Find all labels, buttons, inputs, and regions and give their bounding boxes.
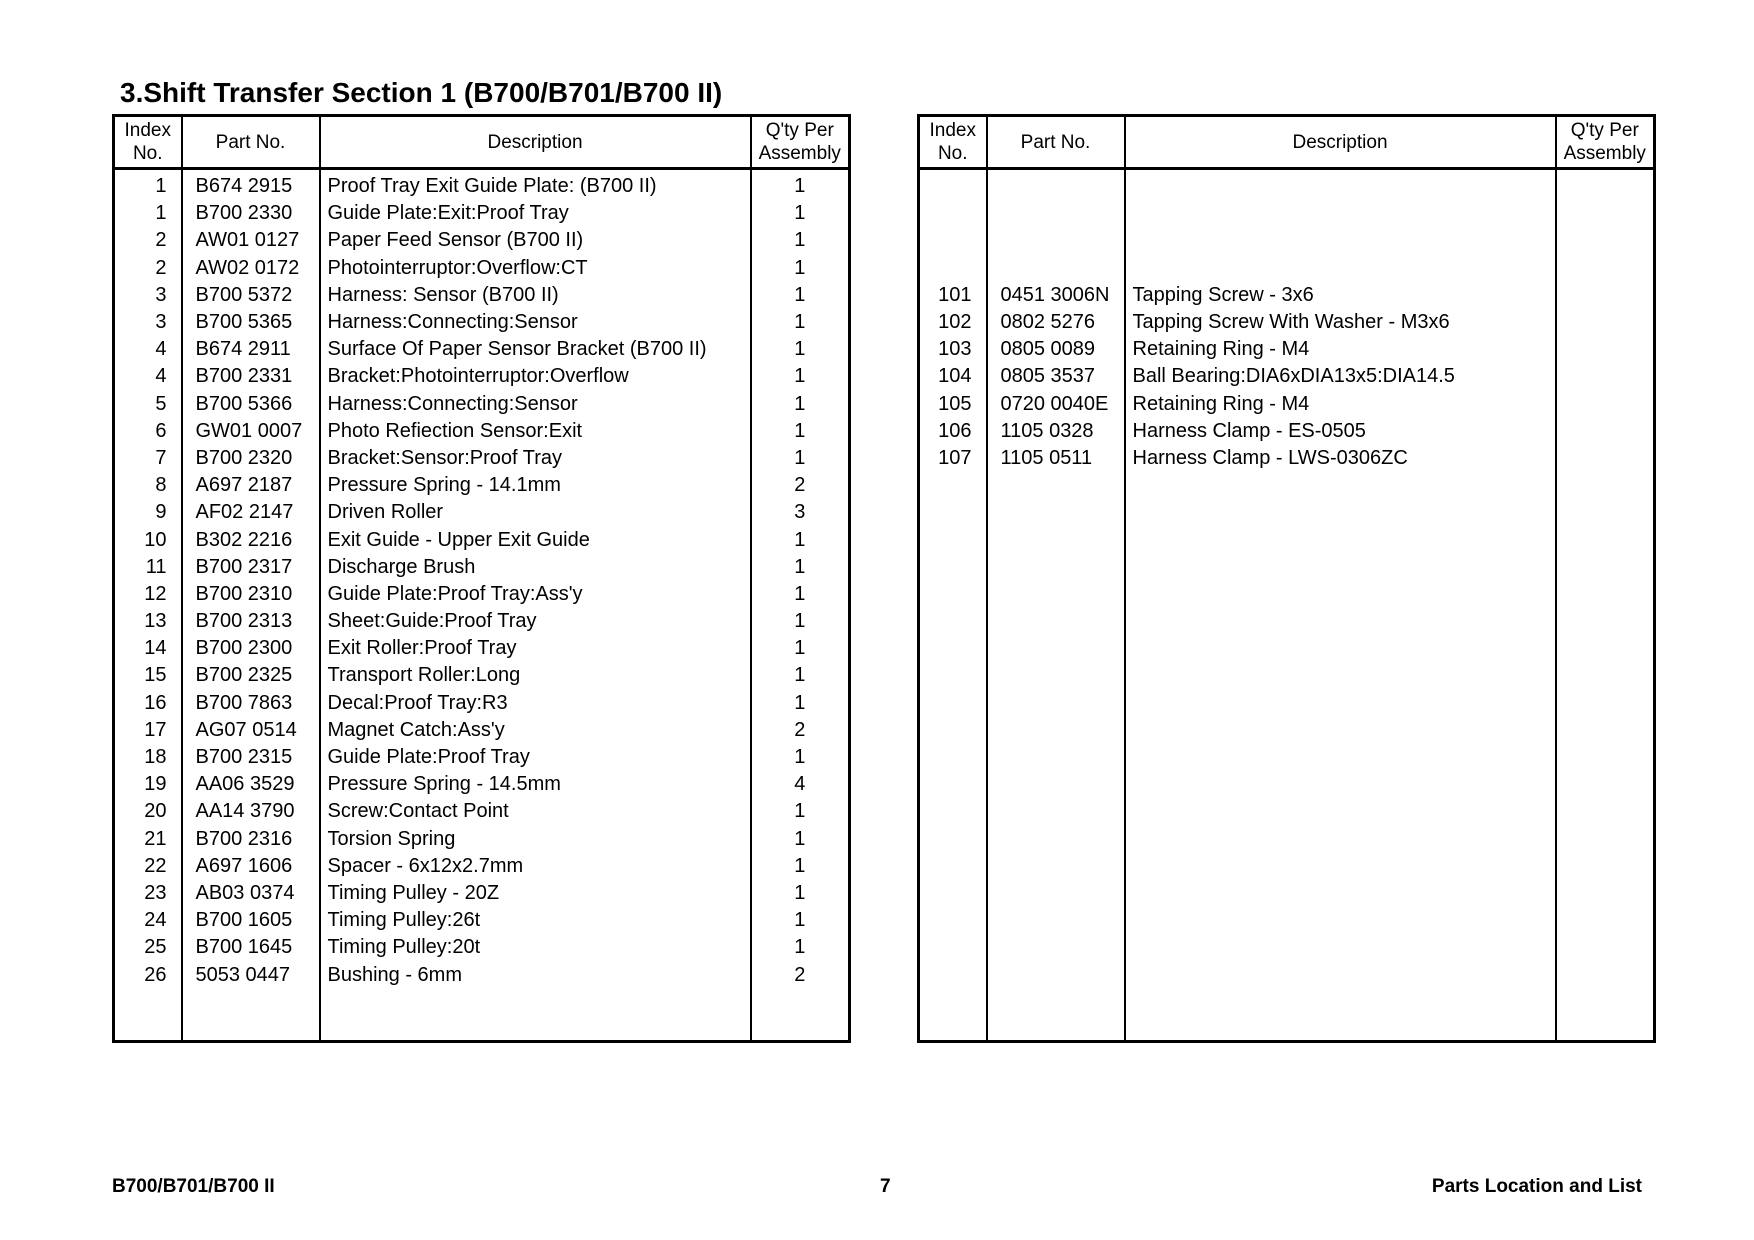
parts-table-right <box>917 114 1656 1043</box>
header-index-line2: No. <box>132 143 163 164</box>
part-no-cell: B700 1605 <box>182 907 320 934</box>
part-no-cell: B700 2316 <box>182 826 320 853</box>
part-no-cell: B674 2915 <box>182 169 320 201</box>
index-cell: 16 <box>144 691 167 714</box>
index-cell: 106 <box>938 419 972 442</box>
qty-cell: 1 <box>751 336 850 363</box>
qty-cell <box>1556 227 1655 254</box>
part-no-cell: 0720 0040E <box>987 391 1125 418</box>
qty-cell: 1 <box>751 445 850 472</box>
part-no-cell <box>987 227 1125 254</box>
part-no-cell: B700 5365 <box>182 309 320 336</box>
description-cell: Harness:Connecting:Sensor <box>320 391 751 418</box>
table-header-row <box>919 116 1655 169</box>
header-index-line1: Index <box>124 120 171 141</box>
part-no-cell: AA06 3529 <box>182 771 320 798</box>
description-cell: Photo Refiection Sensor:Exit <box>320 418 751 445</box>
qty-cell <box>1556 391 1655 418</box>
index-cell: 8 <box>155 474 167 497</box>
index-cell: 4 <box>155 365 167 388</box>
index-cell: 105 <box>938 392 972 415</box>
description-cell: Harness:Connecting:Sensor <box>320 309 751 336</box>
part-no-cell: B700 2317 <box>182 554 320 581</box>
header-qty-line2: Assembly <box>1563 143 1646 164</box>
table-row <box>114 581 850 608</box>
index-cell: 2 <box>155 256 167 279</box>
part-no-cell: 0805 3537 <box>987 363 1125 390</box>
qty-cell: 1 <box>751 255 850 282</box>
description-cell: Guide Plate:Proof Tray <box>320 744 751 771</box>
description-cell: Exit Roller:Proof Tray <box>320 635 751 662</box>
description-cell <box>1125 227 1556 254</box>
header-qty-line1: Q'ty Per <box>765 120 834 141</box>
index-cell: 10 <box>144 528 167 551</box>
qty-cell: 2 <box>751 961 850 988</box>
table-row <box>919 445 1655 472</box>
qty-cell: 1 <box>751 934 850 961</box>
description-cell: Spacer - 6x12x2.7mm <box>320 853 751 880</box>
qty-cell: 1 <box>751 880 850 907</box>
part-no-cell: AF02 2147 <box>182 499 320 526</box>
part-no-cell: 0451 3006N <box>987 282 1125 309</box>
part-no-cell: A697 2187 <box>182 472 320 499</box>
table-filler-row <box>114 989 850 1042</box>
index-cell: 12 <box>144 582 167 605</box>
qty-cell <box>1556 336 1655 363</box>
part-no-cell: AW01 0127 <box>182 227 320 254</box>
table-row <box>919 255 1655 282</box>
qty-cell <box>1556 309 1655 336</box>
filler-cell <box>182 989 320 1042</box>
description-cell <box>1125 255 1556 282</box>
table-row <box>114 445 850 472</box>
qty-cell: 1 <box>751 826 850 853</box>
qty-cell: 1 <box>751 227 850 254</box>
table-row <box>114 526 850 553</box>
qty-cell: 1 <box>751 581 850 608</box>
index-cell: 5 <box>155 392 167 415</box>
index-cell: 107 <box>938 446 972 469</box>
part-no-cell: AB03 0374 <box>182 880 320 907</box>
index-cell: 21 <box>144 827 167 850</box>
description-cell: Retaining Ring - M4 <box>1125 391 1556 418</box>
qty-cell: 1 <box>751 554 850 581</box>
qty-cell: 2 <box>751 472 850 499</box>
part-no-cell: AA14 3790 <box>182 798 320 825</box>
table-row <box>114 635 850 662</box>
part-no-cell: B700 2315 <box>182 744 320 771</box>
qty-cell: 1 <box>751 418 850 445</box>
part-no-cell: 5053 0447 <box>182 961 320 988</box>
description-cell: Tapping Screw With Washer - M3x6 <box>1125 309 1556 336</box>
header-qty-line1: Q'ty Per <box>1570 120 1639 141</box>
description-cell: Timing Pulley - 20Z <box>320 880 751 907</box>
qty-cell: 4 <box>751 771 850 798</box>
table-row <box>114 169 850 201</box>
qty-cell <box>1556 363 1655 390</box>
header-index-line1: Index <box>929 120 976 141</box>
table-row <box>114 771 850 798</box>
header-description: Description <box>320 116 751 169</box>
qty-cell: 1 <box>751 363 850 390</box>
part-no-cell: 0802 5276 <box>987 309 1125 336</box>
qty-cell: 2 <box>751 717 850 744</box>
header-part-no: Part No. <box>987 116 1125 169</box>
index-cell: 15 <box>144 664 167 687</box>
index-cell: 103 <box>938 338 972 361</box>
description-cell: Pressure Spring - 14.5mm <box>320 771 751 798</box>
index-cell: 3 <box>155 311 167 334</box>
header-index <box>919 116 987 169</box>
index-cell: 102 <box>938 311 972 334</box>
qty-cell: 1 <box>751 169 850 201</box>
filler-cell <box>114 989 182 1042</box>
qty-cell: 1 <box>751 690 850 717</box>
footer-page-number: 7 <box>880 1176 891 1197</box>
footer-section-title: Parts Location and List <box>1431 1176 1642 1197</box>
index-cell: 101 <box>938 283 972 306</box>
filler-cell <box>987 472 1125 1041</box>
description-cell: Photointerruptor:Overflow:CT <box>320 255 751 282</box>
table-row <box>919 169 1655 201</box>
table-row <box>919 391 1655 418</box>
description-cell: Harness Clamp - LWS-0306ZC <box>1125 445 1556 472</box>
index-cell <box>919 255 987 282</box>
description-cell: Surface Of Paper Sensor Bracket (B700 II) <box>320 336 751 363</box>
part-no-cell: AW02 0172 <box>182 255 320 282</box>
index-cell: 19 <box>144 773 167 796</box>
index-cell: 13 <box>144 610 167 633</box>
description-cell: Guide Plate:Exit:Proof Tray <box>320 200 751 227</box>
part-no-cell: B700 5372 <box>182 282 320 309</box>
description-cell: Bracket:Sensor:Proof Tray <box>320 445 751 472</box>
table-row <box>114 309 850 336</box>
description-cell: Driven Roller <box>320 499 751 526</box>
table-row <box>114 717 850 744</box>
header-index-line2: No. <box>937 143 968 164</box>
table-row <box>114 472 850 499</box>
description-cell: Guide Plate:Proof Tray:Ass'y <box>320 581 751 608</box>
qty-cell: 1 <box>751 744 850 771</box>
index-cell <box>919 227 987 254</box>
table-row <box>919 418 1655 445</box>
index-cell: 1 <box>155 175 167 198</box>
description-cell: Bracket:Photointerruptor:Overflow <box>320 363 751 390</box>
qty-cell: 1 <box>751 608 850 635</box>
header-qty <box>751 116 850 169</box>
index-cell: 9 <box>155 501 167 524</box>
filler-cell <box>919 472 987 1041</box>
table-row <box>114 336 850 363</box>
qty-cell <box>1556 255 1655 282</box>
part-no-cell: 1105 0511 <box>987 445 1125 472</box>
index-cell: 26 <box>144 963 167 986</box>
part-no-cell: A697 1606 <box>182 853 320 880</box>
qty-cell: 1 <box>751 907 850 934</box>
description-cell: Bushing - 6mm <box>320 961 751 988</box>
table-row <box>114 418 850 445</box>
part-no-cell: 0805 0089 <box>987 336 1125 363</box>
description-cell: Decal:Proof Tray:R3 <box>320 690 751 717</box>
description-cell: Sheet:Guide:Proof Tray <box>320 608 751 635</box>
table-row <box>114 499 850 526</box>
table-row <box>919 200 1655 227</box>
qty-cell: 1 <box>751 662 850 689</box>
description-cell: Pressure Spring - 14.1mm <box>320 472 751 499</box>
part-no-cell <box>987 200 1125 227</box>
description-cell <box>1125 169 1556 201</box>
header-qty <box>1556 116 1655 169</box>
description-cell <box>1125 200 1556 227</box>
table-row <box>919 309 1655 336</box>
part-no-cell: B700 2313 <box>182 608 320 635</box>
table-row <box>919 363 1655 390</box>
description-cell: Torsion Spring <box>320 826 751 853</box>
description-cell: Retaining Ring - M4 <box>1125 336 1556 363</box>
table-row <box>114 662 850 689</box>
description-cell: Screw:Contact Point <box>320 798 751 825</box>
description-cell: Timing Pulley:26t <box>320 907 751 934</box>
part-no-cell: B700 2325 <box>182 662 320 689</box>
table-row <box>114 227 850 254</box>
qty-cell: 3 <box>751 499 850 526</box>
table-header-row <box>114 116 850 169</box>
filler-cell <box>1125 472 1556 1041</box>
part-no-cell: 1105 0328 <box>987 418 1125 445</box>
index-cell: 11 <box>145 555 167 578</box>
part-no-cell <box>987 255 1125 282</box>
table-row <box>114 826 850 853</box>
description-cell: Proof Tray Exit Guide Plate: (B700 II) <box>320 169 751 201</box>
qty-cell <box>1556 445 1655 472</box>
part-no-cell: B700 2330 <box>182 200 320 227</box>
index-cell: 25 <box>144 936 167 959</box>
header-description: Description <box>1125 116 1556 169</box>
page-title: 3.Shift Transfer Section 1 (B700/B701/B700 II) <box>120 77 723 108</box>
table-row <box>114 255 850 282</box>
qty-cell <box>1556 282 1655 309</box>
table-row <box>114 934 850 961</box>
index-cell: 6 <box>155 419 167 442</box>
part-no-cell <box>987 169 1125 201</box>
part-no-cell: GW01 0007 <box>182 418 320 445</box>
qty-cell: 1 <box>751 391 850 418</box>
table-filler-row <box>919 472 1655 1041</box>
index-cell <box>919 200 987 227</box>
qty-cell: 1 <box>751 853 850 880</box>
description-cell: Exit Guide - Upper Exit Guide <box>320 526 751 553</box>
description-cell: Discharge Brush <box>320 554 751 581</box>
part-no-cell: B700 1645 <box>182 934 320 961</box>
part-no-cell: AG07 0514 <box>182 717 320 744</box>
index-cell: 4 <box>155 338 167 361</box>
description-cell: Ball Bearing:DIA6xDIA13x5:DIA14.5 <box>1125 363 1556 390</box>
table-row <box>114 853 850 880</box>
footer-model: B700/B701/B700 II <box>112 1176 275 1197</box>
parts-table-left <box>112 114 851 1043</box>
table-row <box>114 363 850 390</box>
filler-cell <box>320 989 751 1042</box>
table-row <box>114 282 850 309</box>
part-no-cell: B700 2310 <box>182 581 320 608</box>
qty-cell: 1 <box>751 526 850 553</box>
index-cell: 1 <box>155 202 167 225</box>
description-cell: Harness: Sensor (B700 II) <box>320 282 751 309</box>
filler-cell <box>1556 472 1655 1041</box>
index-cell: 20 <box>144 800 167 823</box>
qty-cell <box>1556 418 1655 445</box>
header-index <box>114 116 182 169</box>
description-cell: Tapping Screw - 3x6 <box>1125 282 1556 309</box>
table-row <box>919 227 1655 254</box>
table-row <box>114 907 850 934</box>
part-no-cell: B674 2911 <box>182 336 320 363</box>
qty-cell: 1 <box>751 635 850 662</box>
table-row <box>114 554 850 581</box>
table-body-right <box>919 169 1655 1042</box>
qty-cell <box>1556 200 1655 227</box>
table-row <box>114 961 850 988</box>
qty-cell: 1 <box>751 798 850 825</box>
description-cell: Magnet Catch:Ass'y <box>320 717 751 744</box>
index-cell: 17 <box>144 718 167 741</box>
description-cell: Transport Roller:Long <box>320 662 751 689</box>
part-no-cell: B700 7863 <box>182 690 320 717</box>
part-no-cell: B700 2331 <box>182 363 320 390</box>
table-row <box>114 880 850 907</box>
index-cell: 2 <box>155 229 167 252</box>
index-cell: 3 <box>155 283 167 306</box>
part-no-cell: B700 5366 <box>182 391 320 418</box>
description-cell: Harness Clamp - ES-0505 <box>1125 418 1556 445</box>
index-cell: 18 <box>144 746 167 769</box>
header-qty-line2: Assembly <box>758 143 841 164</box>
table-row <box>114 744 850 771</box>
index-cell: 7 <box>155 446 167 469</box>
table-row <box>114 391 850 418</box>
qty-cell: 1 <box>751 309 850 336</box>
table-row <box>114 798 850 825</box>
qty-cell: 1 <box>751 200 850 227</box>
table-row <box>919 336 1655 363</box>
table-body-left <box>114 169 850 1042</box>
index-cell: 104 <box>938 365 972 388</box>
part-no-cell: B302 2216 <box>182 526 320 553</box>
index-cell: 23 <box>144 881 167 904</box>
description-cell: Timing Pulley:20t <box>320 934 751 961</box>
table-row <box>919 282 1655 309</box>
description-cell: Paper Feed Sensor (B700 II) <box>320 227 751 254</box>
part-no-cell: B700 2300 <box>182 635 320 662</box>
index-cell: 24 <box>144 909 167 932</box>
part-no-cell: B700 2320 <box>182 445 320 472</box>
qty-cell: 1 <box>751 282 850 309</box>
qty-cell <box>1556 169 1655 201</box>
index-cell: 22 <box>144 854 167 877</box>
index-cell: 14 <box>144 637 167 660</box>
index-cell <box>919 169 987 201</box>
table-row <box>114 608 850 635</box>
table-row <box>114 200 850 227</box>
header-part-no: Part No. <box>182 116 320 169</box>
table-row <box>114 690 850 717</box>
filler-cell <box>751 989 850 1042</box>
